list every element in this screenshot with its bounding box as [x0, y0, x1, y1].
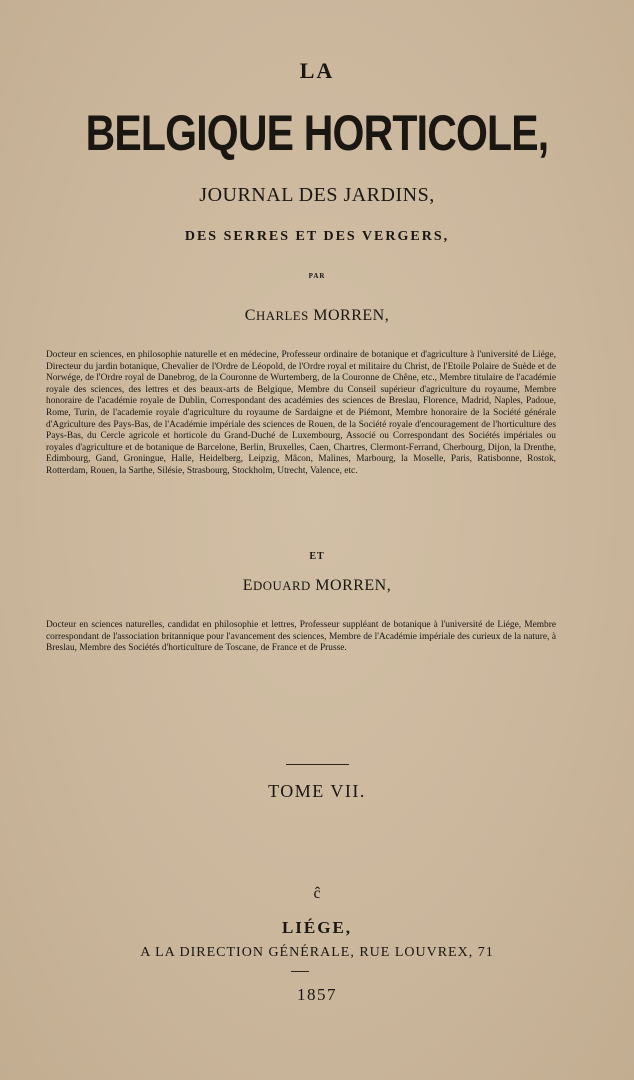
author2-given-name: DOUARD: [253, 579, 311, 593]
author2-initial: E: [242, 577, 254, 594]
author-edouard-morren: [0, 577, 634, 595]
journal-subtitle: JOURNAL DES JARDINS,: [199, 184, 435, 206]
publication-city: LIÉGE,: [281, 918, 353, 937]
short-divider-rule: [291, 971, 309, 972]
author2-credentials: Docteur en sciences naturelles, candidat en philosophie et lettres, Professeur suppléant de botanique à l'université de Liége, Membre correspondant de l'association britannique pour l'avancement des sciences, Membre de l'Académie impériale des curieux de la nature, à Breslau, Membre des Sociétés d'horticulture de Toscane, de France et de Prusse.: [46, 620, 556, 654]
volume-number: TOME VII.: [268, 781, 366, 801]
author-charles-morren: [0, 307, 634, 325]
title-article: LA: [299, 58, 335, 83]
publication-year: 1857: [297, 985, 337, 1004]
author1-initial: C: [244, 307, 256, 324]
author2-surname: MORREN,: [310, 577, 392, 594]
author1-given-name: HARLES: [255, 309, 309, 323]
author1-surname: MORREN,: [308, 307, 390, 324]
journal-subtitle-secondary: DES SERRES ET DES VERGERS,: [184, 229, 450, 244]
by-label: PAR: [308, 272, 326, 280]
ornament-glyph: ĉ: [313, 885, 321, 902]
journal-title: BELGIQUE HORTICOLE,: [85, 105, 549, 161]
author1-credentials: Docteur en sciences, en philosophie naturelle et en médecine, Professeur ordinaire de botanique et d'agriculture à l'université de Liége, Directeur du jardin botanique, Chevalier de l'Ordre de Léopold, de l'Ordre royal et militaire du Christ, de l'Etoile Polaire de Suède et de Norwége, de l'Ordre royal de Danebrog, de la Couronne de Wurtemberg, de la Couronne de Chêne, etc., Membre titulaire de l'académie royale des sciences, des lettres et des beaux-arts de Belgique, Membre du Conseil supérieur d'agriculture du royaume, Membre honoraire de l'académie royale de Dublin, Correspondant des académies des sciences de Breslau, Florence, Madrid, Naples, Padoue, Rome, Turin, de l'academie royale d'agriculture du royaume de Sardaigne et de Piémont, Membre honoraire de la Société générale d'Agriculture des Pays-Bas, de l'Académie impériale des sciences de Rouen, de la Société royale d'encouragement de l'horticulture des Pays-Bas, du Cercle agricole et horticole du Grand-Duché de Luxembourg, Associé ou Correspondant des Sociétés impériales ou royales d'agriculture et de botanique de Barcelone, Berlin, Bruxelles, Caen, Chartres, Clermont-Ferrand, Cherbourg, Dijon, la Drenthe, Edimbourg, Gand, Groningue, Halle, Heidelberg, Leipzig, Mâcon, Malines, Marbourg, la Moselle, Paris, Ratisbonne, Rostok, Rotterdam, Rouen, la Sarthe, Silésie, Strasbourg, Stockholm, Utrecht, Valence, etc.: [46, 350, 556, 476]
conjunction-et: ET: [309, 551, 325, 562]
publisher-address: A LA DIRECTION GÉNÉRALE, RUE LOUVREX, 71: [140, 945, 494, 960]
divider-rule: [286, 764, 349, 765]
